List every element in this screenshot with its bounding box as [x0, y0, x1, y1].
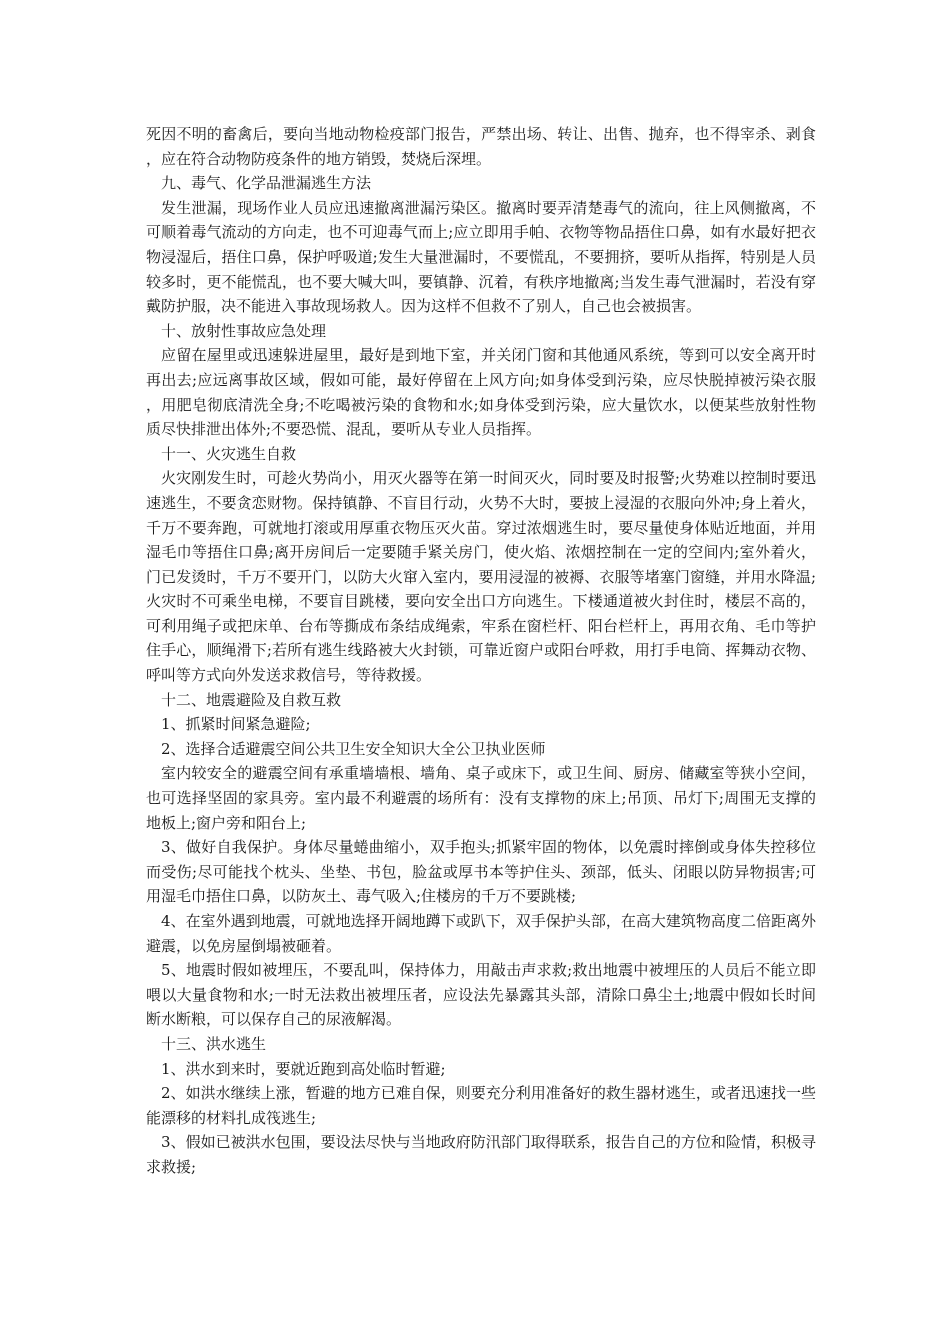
list-item-earthquake-2: 2、选择合适避震空间公共卫生安全知识大全公卫执业医师: [161, 739, 546, 758]
list-item-flood-1: 1、洪水到来时，要就近跑到高处临时暂避;: [161, 1059, 446, 1078]
list-item-flood-2: 2、如洪水继续上涨，暂避的地方已难自保，则要充分利用准备好的救生器材逃生，或者迅速找一些能漂移的材料扎成筏逃生;: [146, 1084, 816, 1127]
document-body: [146, 122, 816, 1180]
section-heading-flood: 十三、洪水逃生: [161, 1034, 267, 1053]
list-item-earthquake-4: 4、在室外遇到地震，可就地选择开阔地蹲下或趴下，双手保护头部，在高大建筑物高度二倍距离外避震，以免房屋倒塌被砸着。: [146, 912, 816, 955]
section-heading-earthquake: 十二、地震避险及自救互救: [161, 690, 342, 709]
list-item-earthquake-3: 3、做好自我保护。身体尽量蜷曲缩小，双手抱头;抓紧牢固的物体，以免震时摔倒或身体失控移位而受伤;尽可能找个枕头、坐垫、书包，脸盆或厚书本等护住头、颈部，低头、闭眼以防异物损害;可用湿毛巾捂住口鼻，以防灰土、毒气吸入;住楼房的千万不要跳楼;: [146, 838, 816, 906]
paragraph-continuation: 死因不明的畜禽后，要向当地动物检疫部门报告，严禁出场、转让、出售、抛弃，也不得宰杀、剥食，应在符合动物防疫条件的地方销毁，焚烧后深埋。: [146, 125, 816, 168]
section-heading-radiation: 十、放射性事故应急处理: [161, 321, 327, 340]
paragraph-toxic-gas: 发生泄漏，现场作业人员应迅速撤离泄漏污染区。撤离时要弄清楚毒气的流向，往上风侧撤离，不可顺着毒气流动的方向走，也不可迎毒气而上;应立即用手帕、衣物等物品捂住口鼻，如有水最好把衣物浸湿后，捂住口鼻，保护呼吸道;发生大量泄漏时，不要慌乱，不要拥挤，要听从指挥，特别是人员较多时，更不能慌乱，也不要大喊大叫，要镇静、沉着，有秩序地撤离;当发生毒气泄漏时，若没有穿戴防护服，决不能进入事故现场救人。因为这样不但救不了别人，自己也会被损害。: [146, 198, 816, 316]
list-item-earthquake-5: 5、地震时假如被埋压，不要乱叫，保持体力，用敲击声求救;救出地震中被埋压的人员后不能立即喂以大量食物和水;一时无法救出被埋压者，应设法先暴露其头部，清除口鼻尘土;地震中假如长时间断水断粮，可以保存自己的尿液解渴。: [146, 961, 816, 1029]
paragraph-earthquake-shelter: 室内较安全的避震空间有承重墙墙根、墙角、桌子或床下，或卫生间、厨房、储藏室等狭小空间，也可选择坚固的家具旁。室内最不利避震的场所有：没有支撑物的床上;吊顶、吊灯下;周围无支撑的地板上;窗户旁和阳台上;: [146, 764, 816, 832]
section-heading-fire: 十一、火灾逃生自救: [161, 444, 297, 463]
list-item-flood-3: 3、假如已被洪水包围，要设法尽快与当地政府防汛部门取得联系，报告自己的方位和险情，积极寻求救援;: [146, 1133, 816, 1176]
list-item-earthquake-1: 1、抓紧时间紧急避险;: [161, 715, 311, 734]
section-heading-toxic-gas: 九、毒气、化学品泄漏逃生方法: [161, 174, 372, 193]
paragraph-radiation: 应留在屋里或迅速躲进屋里，最好是到地下室，并关闭门窗和其他通风系统，等到可以安全离开时再出去;应远离事故区域，假如可能，最好停留在上风方向;如身体受到污染，应尽快脱掉被污染衣服，用肥皂彻底清洗全身;不吃喝被污染的食物和水;如身体受到污染，应大量饮水，以便某些放射性物质尽快排泄出体外;不要恐慌、混乱，要听从专业人员指挥。: [146, 346, 816, 439]
paragraph-fire: 火灾刚发生时，可趁火势尚小，用灭火器等在第一时间灭火，同时要及时报警;火势难以控制时要迅速逃生，不要贪恋财物。保持镇静、不盲目行动，火势不大时，要披上浸湿的衣服向外冲;身上着火，千万不要奔跑，可就地打滚或用厚重衣物压灭火苗。穿过浓烟逃生时，要尽量使身体贴近地面，并用湿毛巾等捂住口鼻;离开房间后一定要随手紧关房门，使火焰、浓烟控制在一定的空间内;室外着火，门已发烫时，千万不要开门，以防大火窜入室内，要用浸湿的被褥、衣服等堵塞门窗缝，并用水降温;火灾时不可乘坐电梯，不要盲目跳楼，要向安全出口方向逃生。下楼通道被火封住时，楼层不高的，可利用绳子或把床单、台布等撕成布条结成绳索，牢系在窗栏杆、阳台栏杆上，再用衣角、毛巾等护住手心，顺绳滑下;若所有逃生线路被大火封锁，可靠近窗户或阳台呼救，用打手电筒、挥舞动衣物、呼叫等方式向外发送求救信号，等待救援。: [146, 469, 816, 685]
